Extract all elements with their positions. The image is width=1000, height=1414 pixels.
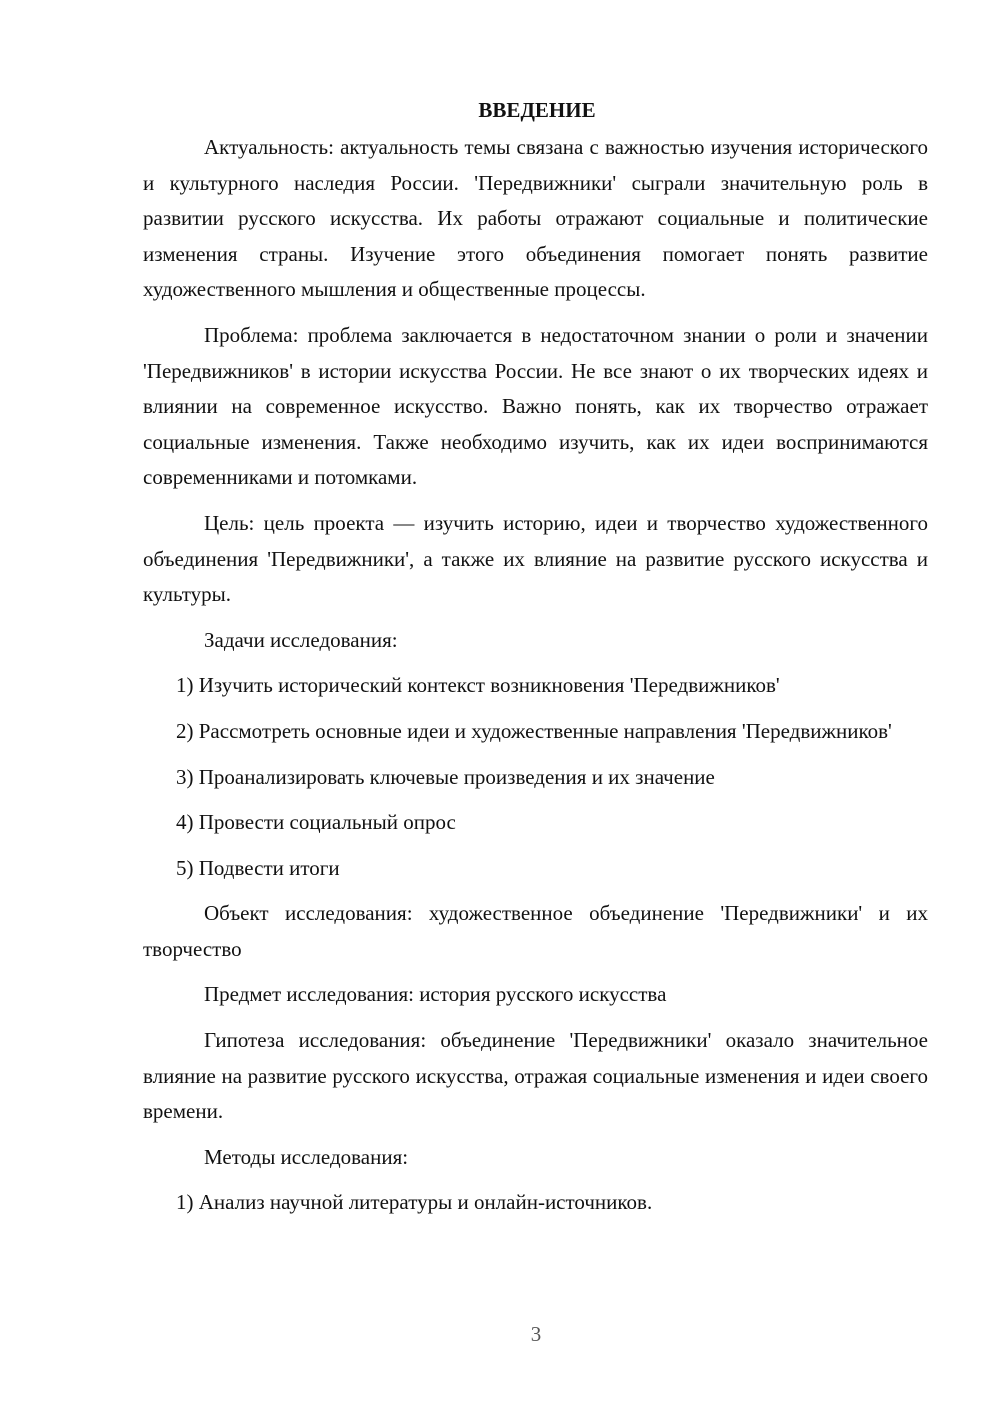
task-item: 1) Изучить исторический контекст возникновения 'Передвижников' [176,673,780,698]
paragraph-goal: Цель: цель проекта — изучить историю, идеи и творчество художественного объединения 'Передвижники', а также их влияние на развитие русского искусства и культуры. [143,510,928,607]
paragraph-subject: Предмет исследования: история русского искусства [204,982,667,1007]
page-title: ВВЕДЕНИЕ [478,98,596,122]
task-item: 5) Подвести итоги [176,855,340,880]
task-item: 2) Рассмотреть основные идеи и художественные направления 'Передвижников' [176,718,892,743]
paragraph-problem: Проблема: проблема заключается в недостаточном знании о роли и значении 'Передвижников' в истории искусства России. Не все знают о их творческих идеях и влиянии на современное искусство. Важно понять, как их творчество отражает социальные изменения. Также необходимо изучить, как их идеи воспринимаются современниками и потомками. [143,322,928,490]
paragraph-tasks-heading: Задачи исследования: [204,627,398,652]
paragraph-methods-heading: Методы исследования: [204,1144,409,1169]
page-number: 3 [530,1322,542,1346]
task-item: 3) Проанализировать ключевые произведения и их значение [176,764,715,789]
page-body [143,92,928,1221]
method-item: 1) Анализ научной литературы и онлайн-источников. [176,1190,653,1215]
paragraph-object: Объект исследования: художественное объединение 'Передвижники' и их творчество [143,901,928,961]
paragraph-relevance: Актуальность: актуальность темы связана с важностью изучения исторического и культурного наследия России. 'Передвижники' сыграли значительную роль в развитии русского искусства. Их работы отражают социальные и политические изменения страны. Изучение этого объединения помогает понять развитие художественного мышления и общественные процессы. [143,135,928,302]
paragraph-hypothesis: Гипотеза исследования: объединение 'Передвижники' оказало значительное влияние на развитие русского искусства, отражая социальные изменения и идеи своего времени. [143,1028,928,1124]
task-item: 4) Провести социальный опрос [176,810,456,835]
